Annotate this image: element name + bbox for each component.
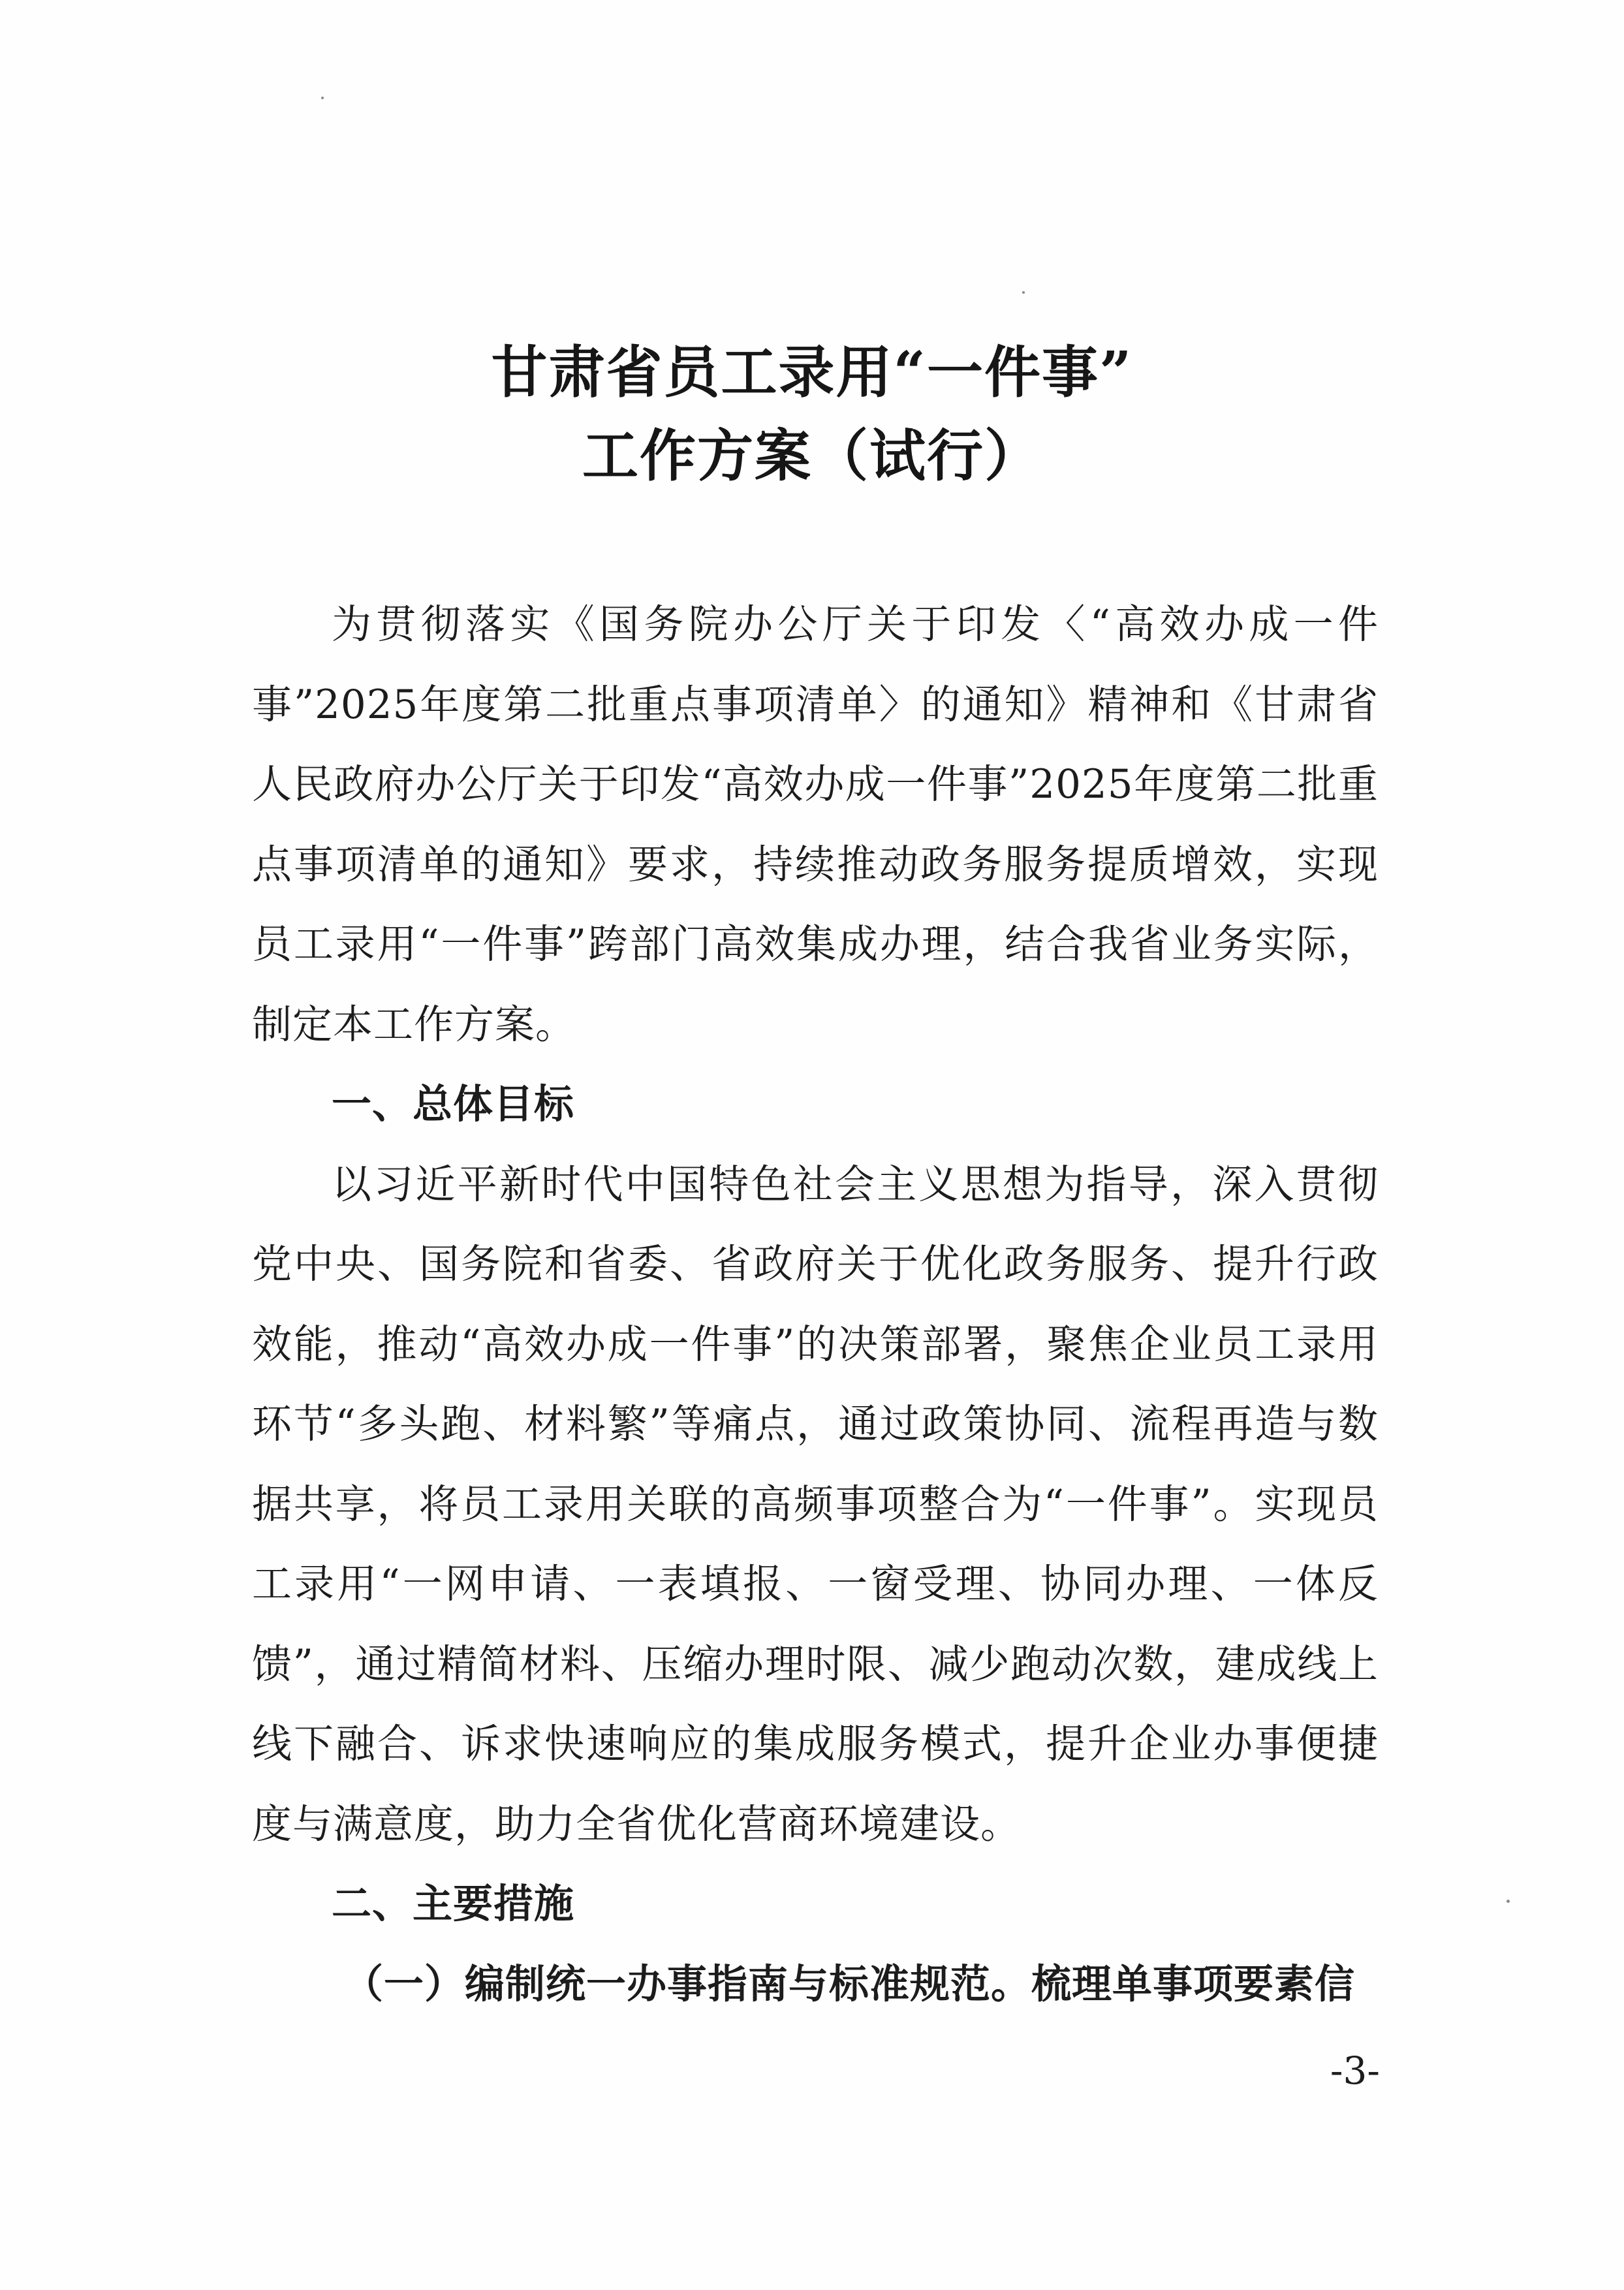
document-body bbox=[252, 585, 1379, 2024]
section-heading-measures: 二、主要措施 bbox=[332, 1881, 575, 1927]
scan-speck bbox=[1022, 291, 1025, 294]
intro-paragraph: 为贯彻落实《国务院办公厅关于印发〈“高效办成一件事”2025年度第二批重点事项清单〉的通知》精神和《甘肃省人民政府办公厅关于印发“高效办成一件事”2025年度第二批重点事项清单的通知》要求，持续推动政务服务提质增效，实现员工录用“一件事”跨部门高效集成办理，结合我省业务实际，制定本工作方案。 bbox=[252, 601, 1379, 1048]
document-title-line-2: 工作方案（试行） bbox=[582, 423, 1042, 489]
document-title-line-1: 甘肃省员工录用“一件事” bbox=[491, 339, 1133, 405]
page-number: -3- bbox=[1330, 2048, 1380, 2093]
section-heading-goal: 一、总体目标 bbox=[332, 1081, 575, 1127]
scan-speck bbox=[321, 97, 324, 99]
measure-one-paragraph: （一）编制统一办事指南与标准规范。梳理单事项要素信 bbox=[343, 1960, 1356, 2007]
goal-paragraph: 以习近平新时代中国特色社会主义思想为指导，深入贯彻党中央、国务院和省委、省政府关于优化政务服务、提升行政效能，推动“高效办成一件事”的决策部署，聚焦企业员工录用环节“多头跑、材料繁”等痛点，通过政策协同、流程再造与数据共享，将员工录用关联的高频事项整合为“一件事”。实现员工录用“一网申请、一表填报、一窗受理、协同办理、一体反馈”，通过精简材料、压缩办理时限、减少跑动次数，建成线上线下融合、诉求快速响应的集成服务模式，提升企业办事便捷度与满意度，助力全省优化营商环境建设。 bbox=[252, 1161, 1379, 1847]
scan-speck bbox=[1507, 1900, 1510, 1903]
